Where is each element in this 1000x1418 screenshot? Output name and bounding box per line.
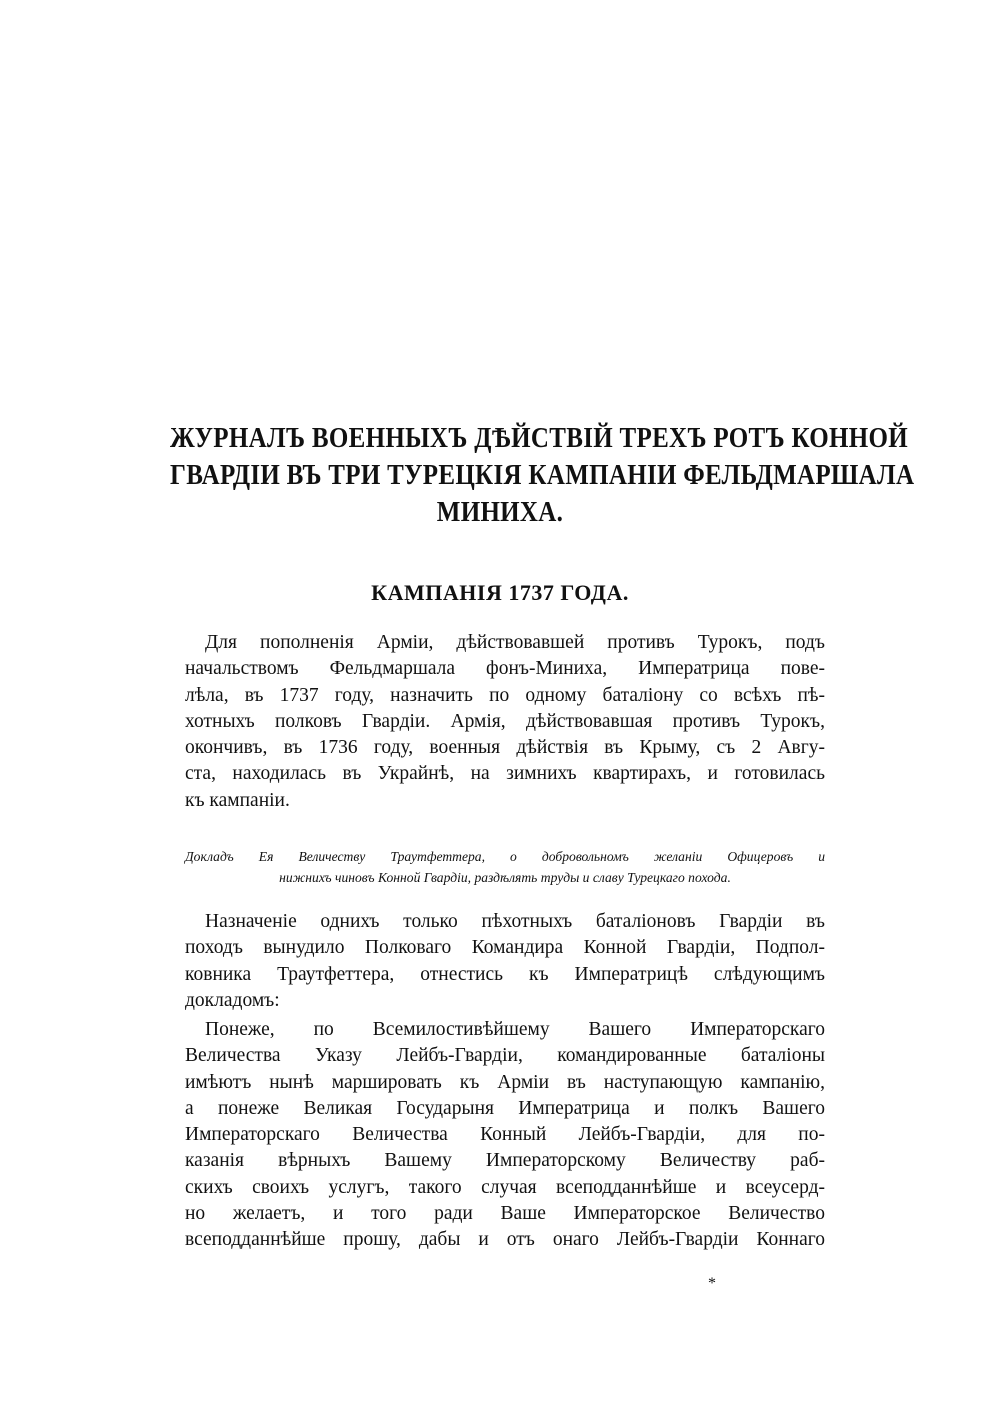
text-line: начальствомъ Фельдмаршала фонъ-Миниха, Императрица пове- bbox=[185, 658, 825, 680]
paragraph-intro bbox=[185, 630, 825, 814]
text-line: Императорскаго Величества Конный Лейбъ-Гвардіи, для по- bbox=[185, 1124, 825, 1146]
side-note bbox=[185, 846, 825, 888]
title-line: МИНИХА. bbox=[436, 497, 564, 528]
text-line: окончивъ, въ 1736 году, военныя дѣйствія въ Крыму, съ 2 Авгу- bbox=[185, 737, 825, 759]
paragraph-appointment bbox=[185, 909, 825, 1014]
text-line: скихъ своихъ услугъ, такого случая всеподданнѣйше и всеусерд- bbox=[185, 1176, 825, 1198]
title-line: ЖУРНАЛЪ ВОЕННЫХЪ ДѢЙСТВІЙ ТРЕХЪ РОТЪ КОННОЙ bbox=[170, 423, 909, 454]
text-line: походъ вынудило Полковаго Командира Конной Гвардіи, Подпол- bbox=[185, 937, 825, 959]
page-title bbox=[170, 420, 915, 531]
text-line: къ кампаніи. bbox=[185, 789, 290, 811]
text-line: казанія вѣрныхъ Вашему Императорскому Величеству раб- bbox=[185, 1150, 825, 1172]
text-line: ста, находилась въ Украйнѣ, на зимнихъ квартирахъ, и готовилась bbox=[185, 763, 825, 785]
text-line: всеподданнѣйше прошу, дабы и отъ онаго Лейбъ-Гвардіи Коннаго bbox=[185, 1229, 825, 1251]
text-line: Назначеніе однихъ только пѣхотныхъ баталіоновъ Гвардіи въ bbox=[205, 911, 825, 932]
text-line: а понеже Великая Государыня Императрица и полкъ Вашего bbox=[185, 1097, 825, 1119]
text-line: лѣла, въ 1737 году, назначить по одному баталіону со всѣхъ пѣ- bbox=[185, 684, 825, 706]
text-line: хотныхъ полковъ Гвардіи. Армія, дѣйствовавшая противъ Турокъ, bbox=[185, 710, 825, 732]
note-line: нижнихъ чиновъ Конной Гвардіи, раздѣлять труды и славу Турецкаго похода. bbox=[279, 870, 731, 885]
signature-mark: * bbox=[708, 1275, 716, 1292]
text-line: имѣютъ нынѣ маршировать къ Арміи въ наступающую кампанію, bbox=[185, 1071, 825, 1093]
text-line: Для пополненія Арміи, дѣйствовавшей противъ Турокъ, подъ bbox=[205, 632, 825, 653]
note-line: Докладъ Ея Величеству Траутфеттера, о добровольномъ желаніи Офицеровъ и bbox=[185, 849, 825, 864]
section-heading: КАМПАНІЯ 1737 ГОДА. bbox=[371, 580, 629, 605]
paragraph-report bbox=[185, 1017, 825, 1254]
text-line: ковника Траутфеттера, отнестись къ Императрицѣ слѣдующимъ bbox=[185, 963, 825, 985]
text-line: докладомъ: bbox=[185, 989, 280, 1011]
text-line: Понеже, по Всемилостивѣйшему Вашего Императорскаго bbox=[205, 1019, 825, 1040]
title-line: ГВАРДІИ ВЪ ТРИ ТУРЕЦКІЯ КАМПАНІИ ФЕЛЬДМАРШАЛА bbox=[170, 460, 915, 491]
text-line: Величества Указу Лейбъ-Гвардіи, командированные баталіоны bbox=[185, 1045, 825, 1067]
text-line: но желаетъ, и того ради Ваше Императорское Величество bbox=[185, 1203, 825, 1225]
